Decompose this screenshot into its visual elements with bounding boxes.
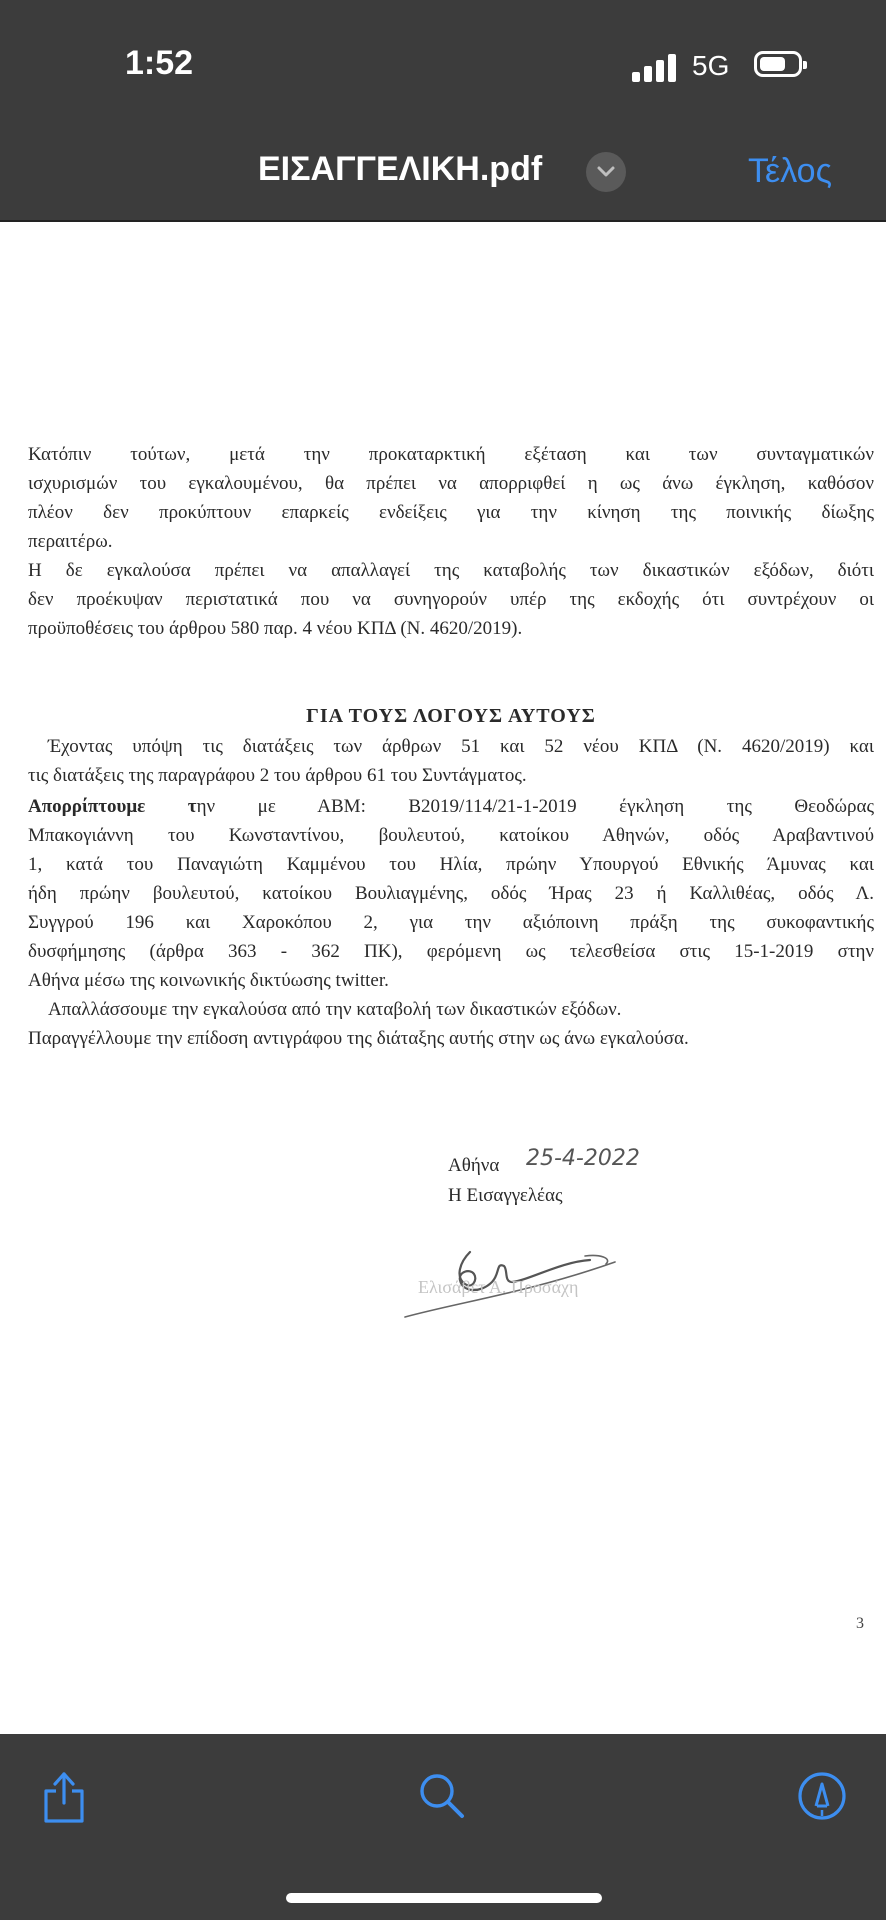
text-line: προϋποθέσεις του άρθρου 580 παρ. 4 νέου ΚΠΔ (Ν. 4620/2019). (28, 618, 523, 639)
text-line: Συγγρού 196 και Χαροκόπου 2, για την αξιόποινη πράξη της συκοφαντικής (28, 912, 874, 933)
status-bar (0, 0, 886, 130)
done-button[interactable]: Τέλος (748, 152, 832, 190)
document-title[interactable]: ΕΙΣΑΓΓΕΛΙΚΗ.pdf (258, 150, 543, 188)
stamp-name: Ελισάβετ Α. Προσάχη (418, 1277, 579, 1297)
text-line: περαιτέρω. (28, 531, 113, 552)
text-line: δυσφήμησης (άρθρα 363 - 362 ΠΚ), φερόμενη ως τελεσθείσα στις 15-1-2019 στην (28, 941, 874, 962)
text-line: Κατόπιν τούτων, μετά την προκαταρκτική εξέταση και των συνταγματικών (28, 444, 874, 465)
handwritten-date: 25-4-2022 (526, 1146, 640, 1171)
status-time: 1:52 (125, 44, 194, 82)
navigation-bar (0, 130, 886, 222)
battery-icon (754, 51, 802, 77)
page-number: 3 (856, 1615, 864, 1632)
signature-place: Αθήνα (448, 1155, 500, 1176)
home-indicator[interactable] (286, 1893, 602, 1903)
text-line: πλέον δεν προκύπτουν επαρκείς ενδείξεις για την κίνηση της ποινικής δίωξης (28, 502, 874, 523)
text-line: Μπακογιάννη του Κωνσταντίνου, βουλευτού, κατοίκου Αθηνών, οδός Αραβαντινού (28, 825, 874, 846)
text-fragment: ην με ΑΒΜ: Β2019/114/21-1-2019 έγκληση της Θεοδώρας (196, 796, 874, 817)
text-line: Έχοντας υπόψη τις διατάξεις των άρθρων 51 και 52 νέου ΚΠΔ (Ν. 4620/2019) και (48, 736, 874, 757)
signature-role: Η Εισαγγελέας (448, 1185, 563, 1206)
text-line: Απαλλάσσουμε την εγκαλούσα από την καταβολή των δικαστικών εξόδων. (48, 999, 622, 1020)
cellular-signal-icon (632, 52, 676, 82)
network-type: 5G (692, 50, 730, 81)
share-icon[interactable] (38, 1769, 90, 1825)
search-icon[interactable] (416, 1770, 468, 1822)
text-line (28, 796, 874, 818)
pdf-page[interactable] (0, 222, 886, 1734)
title-menu-button[interactable] (586, 152, 626, 192)
text-line: ήδη πρώην βουλευτού, κατοίκου Βουλιαγμένης, οδός Ήρας 23 ή Καλλιθέας, οδός Λ. (28, 883, 874, 904)
decision-keyword: Απορρίπτουμε τ (28, 796, 197, 817)
section-heading: ΓΙΑ ΤΟΥΣ ΛΟΓΟΥΣ ΑΥΤΟΥΣ (306, 705, 596, 727)
text-line: 1, κατά του Παναγιώτη Καμμένου του Ηλία, πρώην Υπουργού Εθνικής Άμυνας και (28, 854, 874, 875)
markup-icon[interactable] (796, 1770, 848, 1822)
text-line: τις διατάξεις της παραγράφου 2 του άρθρου 61 του Συντάγματος. (28, 765, 527, 786)
text-line: Αθήνα μέσω της κοινωνικής δικτύωσης twitter. (28, 970, 389, 991)
chevron-down-icon (596, 164, 616, 180)
text-line: δεν προέκυψαν περιστατικά που να συνηγορούν υπέρ της εκδοχής ότι συντρέχουν οι (28, 589, 874, 610)
text-line: Παραγγέλλουμε την επίδοση αντιγράφου της διάταξης αυτής στην ως άνω εγκαλούσα. (28, 1028, 689, 1049)
text-line: ισχυρισμών του εγκαλουμένου, θα πρέπει να απορριφθεί η ως άνω έγκληση, καθόσον (28, 473, 874, 494)
text-line: Η δε εγκαλούσα πρέπει να απαλλαγεί της καταβολής των δικαστικών εξόδων, διότι (28, 560, 874, 581)
